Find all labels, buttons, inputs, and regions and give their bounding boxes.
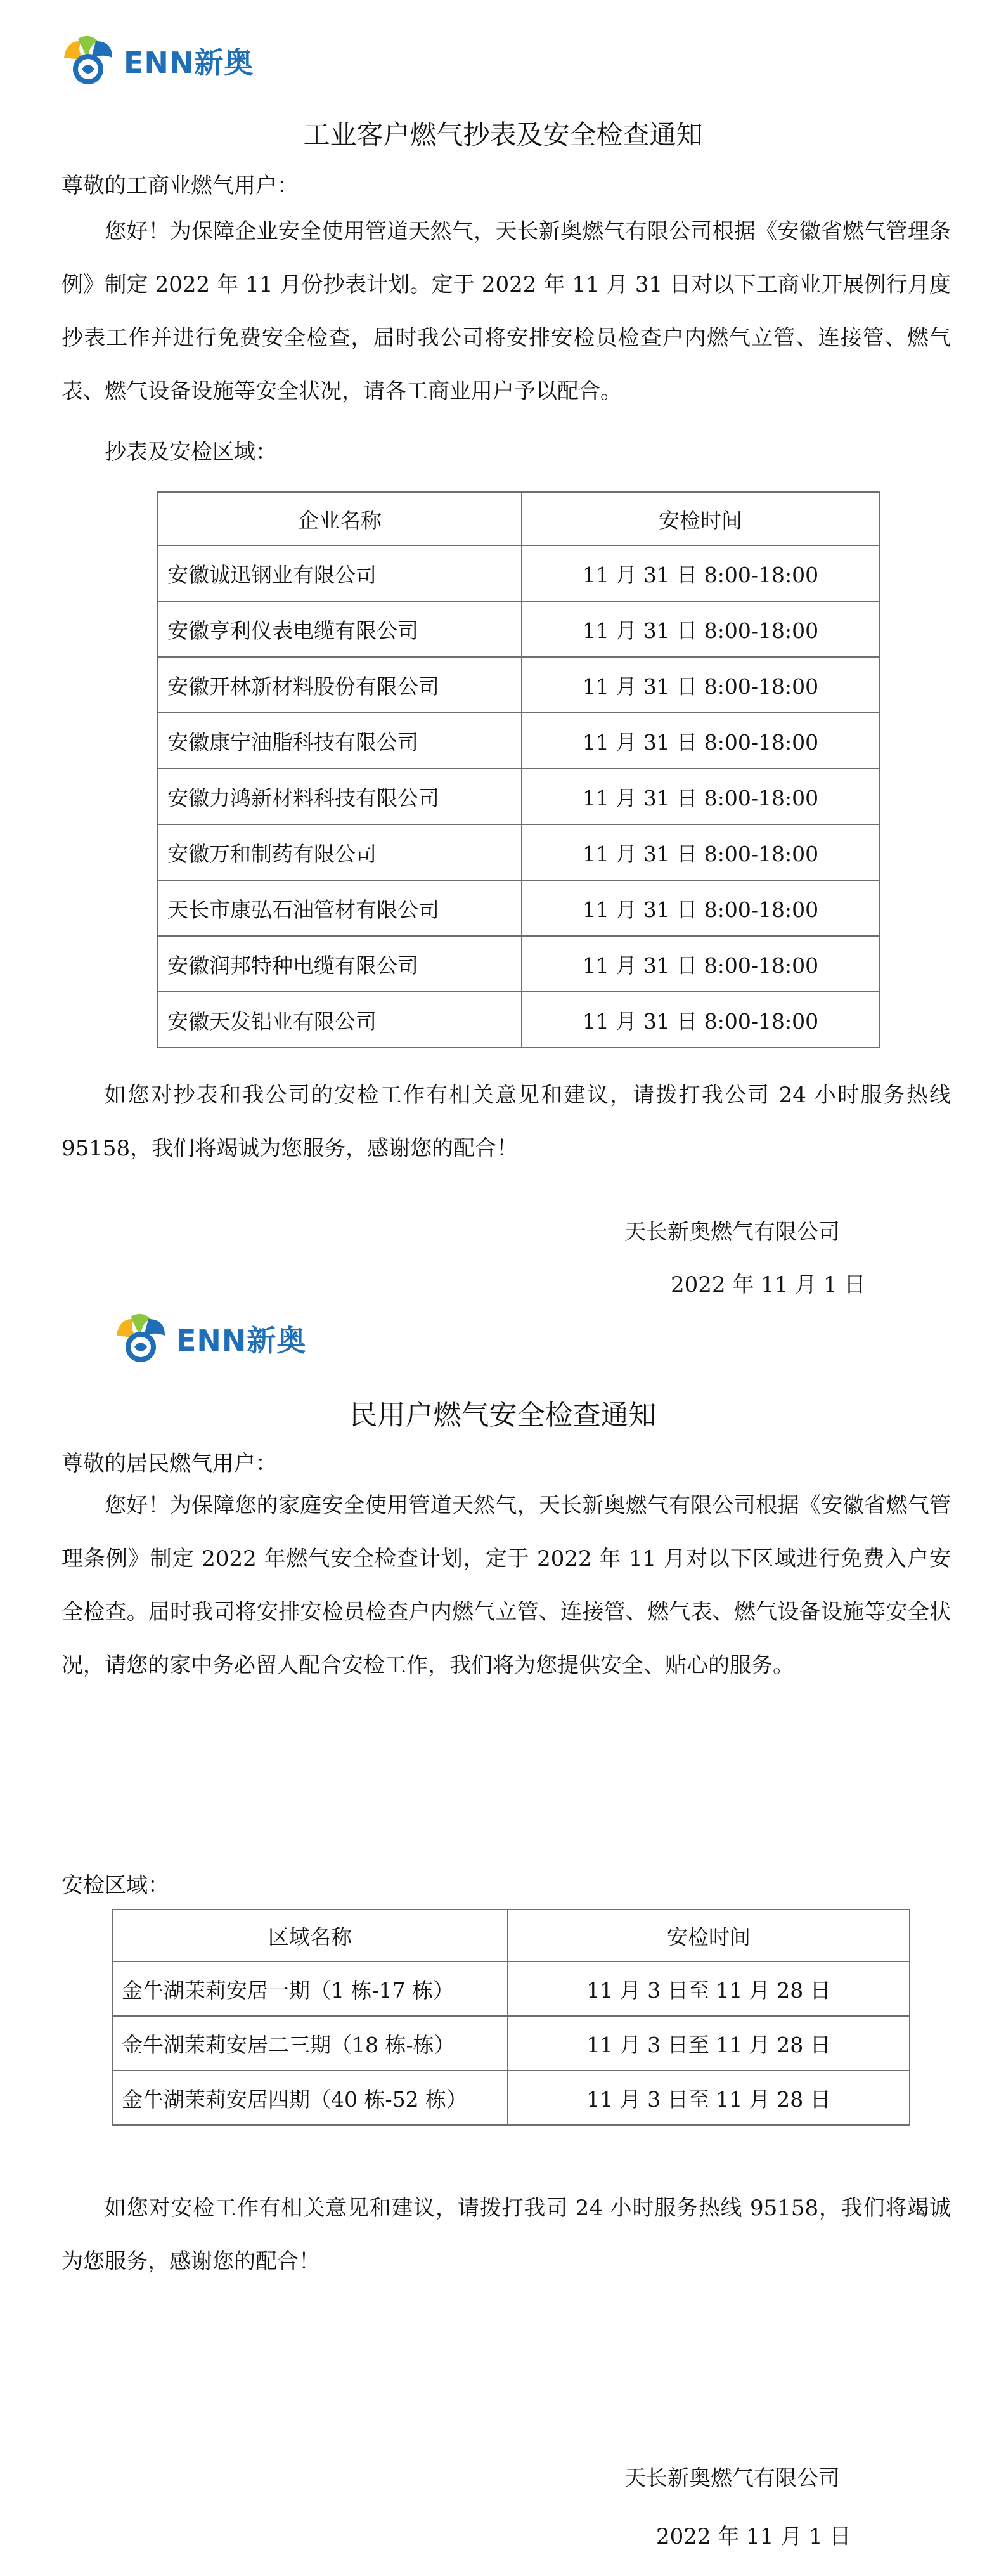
inspection-time: 11 月 31 日 8:00-18:00: [522, 880, 879, 936]
inspection-time: 11 月 31 日 8:00-18:00: [522, 657, 879, 713]
table-row: [158, 936, 879, 992]
notice1-closing: 如您对抄表和我公司的安检工作有相关意见和建议，请拨打我公司 24 小时服务热线 95158，我们将竭诚为您服务，感谢您的配合！: [61, 1083, 951, 1161]
company-name: 安徽万和制药有限公司: [158, 824, 522, 880]
area-name: 金牛湖茉莉安居一期（1 栋-17 栋）: [112, 1961, 508, 2016]
table-row: [112, 1961, 910, 2016]
notice2-closing: 如您对安检工作有相关意见和建议，请拨打我司 24 小时服务热线 95158，我们将竭诚为您服务，感谢您的配合！: [61, 2195, 951, 2274]
area-name: 金牛湖茉莉安居四期（40 栋-52 栋）: [112, 2071, 508, 2125]
notice2-body: 您好！为保障您的家庭安全使用管道天然气，天长新奥燃气有限公司根据《安徽省燃气管理条例》制定 2022 年燃气安全检查计划，定于 2022 年 11 月对以下区域进行免费入户安全检查。届时我司将安排安检员检查户内燃气立管、连接管、燃气表、燃气设备设施等安全状况，请您的家中务必留人配合安检工作，我们将为您提供安全、贴心的服务。: [61, 1493, 951, 1678]
company-name: 安徽康宁油脂科技有限公司: [158, 713, 522, 769]
inspection-time: 11 月 31 日 8:00-18:00: [522, 601, 879, 657]
brand-name: ENN新奥: [176, 1324, 307, 1358]
notice1-salutation: 尊敬的工商业燃气用户：: [61, 173, 299, 198]
company-name: 安徽力鸿新材料科技有限公司: [158, 769, 522, 824]
inspection-time: 11 月 3 日至 11 月 28 日: [508, 2016, 910, 2071]
notice1-table: [157, 491, 880, 1048]
brand-name: ENN新奥: [124, 46, 254, 80]
company-name: 安徽开林新材料股份有限公司: [158, 657, 522, 713]
inspection-time: 11 月 31 日 8:00-18:00: [522, 936, 879, 992]
table-row: [158, 545, 879, 601]
company-logo: [113, 1313, 306, 1365]
notice2-area-label: 安检区域：: [61, 1873, 169, 1898]
table-row: [158, 713, 879, 769]
company-name: 天长市康弘石油管材有限公司: [158, 880, 522, 936]
notice1-area-label: 抄表及安检区域：: [105, 439, 277, 465]
table-row: [158, 769, 879, 824]
table-row: [158, 824, 879, 880]
company-name: 安徽亨利仪表电缆有限公司: [158, 601, 522, 657]
inspection-time: 11 月 31 日 8:00-18:00: [522, 769, 879, 824]
notice1-body: 您好！为保障企业安全使用管道天然气，天长新奥燃气有限公司根据《安徽省燃气管理条例》制定 2022 年 11 月份抄表计划。定于 2022 年 11 月 31 日对以下工商业开展例行月度抄表工作并进行免费安全检查，届时我公司将安排安检员检查户内燃气立管、连接管、燃气表、燃气设备设施等安全状况，请各工商业用户予以配合。: [61, 219, 951, 404]
inspection-time: 11 月 31 日 8:00-18:00: [522, 545, 879, 601]
company-name: 安徽诚迅钢业有限公司: [158, 545, 522, 601]
table-row: [158, 992, 879, 1048]
inspection-time: 11 月 31 日 8:00-18:00: [522, 713, 879, 769]
table-header-area: 区域名称: [112, 1909, 508, 1961]
area-name: 金牛湖茉莉安居二三期（18 栋-栋）: [112, 2016, 508, 2071]
table-row: [158, 601, 879, 657]
company-logo: [60, 35, 254, 87]
table-row: [112, 2016, 910, 2071]
company-name: 安徽天发铝业有限公司: [158, 992, 522, 1048]
table-header-company: 企业名称: [158, 492, 522, 545]
company-name: 安徽润邦特种电缆有限公司: [158, 936, 522, 992]
inspection-time: 11 月 31 日 8:00-18:00: [522, 824, 879, 880]
table-row: [112, 2071, 910, 2125]
enn-sunflower-icon: [113, 1313, 169, 1365]
table-row: [158, 657, 879, 713]
notice2-signature-date: 2022 年 11 月 1 日: [656, 2524, 851, 2549]
notice2-signature-company: 天长新奥燃气有限公司: [624, 2466, 840, 2491]
inspection-time: 11 月 31 日 8:00-18:00: [522, 992, 879, 1048]
table-header-time: 安检时间: [508, 1909, 910, 1961]
table-header-time: 安检时间: [522, 492, 879, 545]
inspection-time: 11 月 3 日至 11 月 28 日: [508, 2071, 910, 2125]
notice1-signature-company: 天长新奥燃气有限公司: [624, 1220, 840, 1245]
notice2-salutation: 尊敬的居民燃气用户：: [61, 1451, 277, 1476]
notice1-title: 工业客户燃气抄表及安全检查通知: [303, 119, 703, 150]
enn-sunflower-icon: [60, 35, 116, 87]
notice2-title: 民用户燃气安全检查通知: [349, 1399, 657, 1431]
notice2-table: [112, 1909, 910, 2126]
inspection-time: 11 月 3 日至 11 月 28 日: [508, 1961, 910, 2016]
notice1-signature-date: 2022 年 11 月 1 日: [671, 1272, 866, 1298]
table-row: [158, 880, 879, 936]
